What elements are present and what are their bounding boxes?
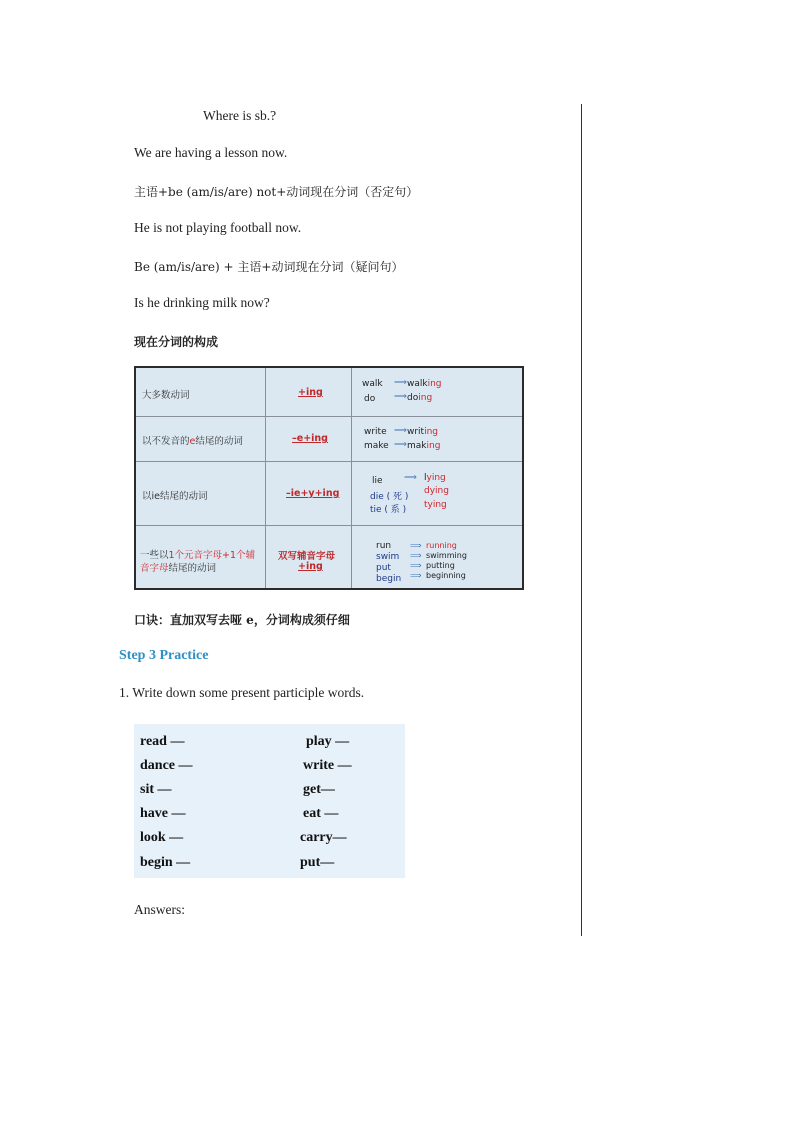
where-line: Where is sb.? — [203, 108, 277, 123]
word-item: put— — [300, 855, 335, 870]
participle-table — [134, 366, 524, 590]
arrow-icon: ⟹ — [410, 571, 422, 580]
verb-type: 一些以1个元音字母+1个辅 — [140, 550, 256, 561]
base-verb: make — [364, 441, 389, 451]
verb-type: 大多数动词 — [142, 390, 190, 401]
base-verb: die ( 死 ) — [370, 492, 409, 502]
base-verb: run — [376, 541, 392, 551]
word-list-box — [134, 724, 405, 878]
base-verb: walk — [362, 379, 383, 389]
word-item: get— — [303, 782, 335, 797]
word-item: carry— — [300, 830, 347, 845]
arrow-icon: ⟹ — [394, 378, 407, 388]
verb-type: 以ie结尾的动词 — [142, 491, 208, 502]
base-verb: put — [376, 563, 391, 573]
rule: +ing — [298, 561, 323, 572]
step-heading: Step 3 Practice — [119, 648, 209, 663]
arrow-icon: ⟹ — [394, 440, 407, 450]
participle: beginning — [426, 571, 466, 580]
table-row — [136, 526, 522, 588]
word-item: write — — [303, 758, 352, 773]
section-heading: 现在分词的构成 — [134, 335, 219, 349]
word-item: eat — — [303, 806, 339, 821]
base-verb: lie — [372, 476, 383, 486]
base-verb: begin — [376, 574, 402, 584]
verb-type: 以不发音的e结尾的动词 — [142, 436, 243, 447]
arrow-icon: ⟹ — [394, 392, 407, 402]
participle: doing — [407, 393, 433, 403]
having-line: We are having a lesson now. — [134, 145, 288, 160]
arrow-icon: ⟹ — [410, 551, 422, 560]
base-verb: swim — [376, 552, 400, 562]
margin-rule — [581, 104, 582, 936]
arrow-icon: ⟹ — [410, 541, 422, 550]
base-verb: do — [364, 394, 376, 404]
table-row — [136, 417, 522, 462]
rule: +ing — [298, 387, 323, 398]
rule: –e+ing — [292, 433, 328, 444]
base-verb: tie ( 系 ) — [370, 505, 407, 515]
word-item: read — — [140, 734, 185, 749]
word-item: sit — — [140, 782, 172, 797]
word-item: look — — [140, 830, 184, 845]
participle: lying — [424, 473, 446, 483]
verb-type: 音字母结尾的动词 — [140, 563, 217, 574]
rule: –ie+y+ing — [286, 488, 340, 499]
mnemonic: 口诀：直加双写去哑 e，分词构成须仔细 — [134, 613, 350, 627]
word-item: begin — — [140, 855, 191, 870]
arrow-icon: ⟹ — [394, 426, 407, 436]
negative-example: He is not playing football now. — [134, 220, 302, 235]
participle: tying — [424, 500, 447, 510]
task-instruction: 1. Write down some present participle words. — [119, 685, 365, 700]
table-row — [136, 368, 522, 417]
answers-label: Answers: — [134, 902, 185, 917]
arrow-icon: ⟹ — [404, 473, 417, 483]
base-verb: write — [364, 427, 387, 437]
participle: swimming — [426, 551, 467, 560]
word-item: play — — [306, 734, 350, 749]
participle: putting — [426, 561, 455, 570]
rule: 双写辅音字母 — [278, 551, 336, 562]
participle: running — [426, 541, 457, 550]
participle: making — [407, 441, 441, 451]
negative-rule: 主语+be (am/is/are) not+动词现在分词（否定句） — [134, 185, 419, 199]
arrow-icon: ⟹ — [410, 561, 422, 570]
question-example: Is he drinking milk now? — [134, 295, 270, 310]
word-item: dance — — [140, 758, 193, 773]
participle: dying — [424, 486, 449, 496]
table-row — [136, 462, 522, 526]
participle: walking — [407, 379, 442, 389]
question-rule: Be (am/is/are) + 主语+动词现在分词（疑问句） — [134, 260, 404, 274]
word-item: have — — [140, 806, 186, 821]
participle: writing — [407, 427, 439, 437]
